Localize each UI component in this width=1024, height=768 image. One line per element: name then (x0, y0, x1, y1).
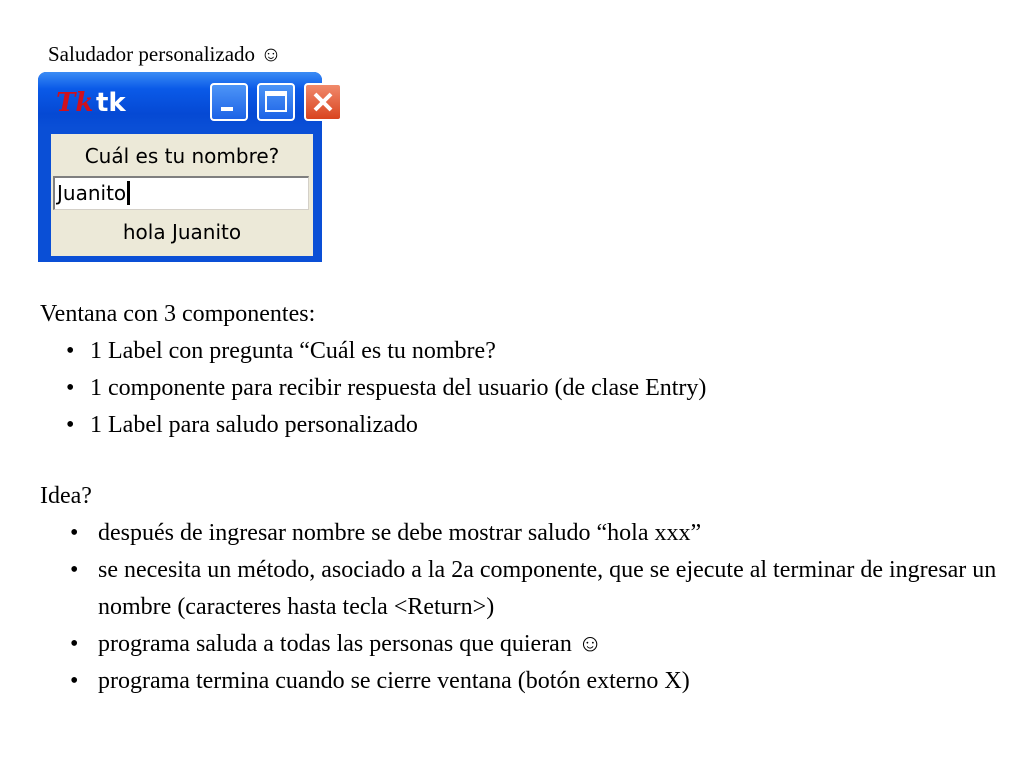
minimize-button[interactable] (210, 83, 248, 121)
greeting-label: hola Juanito (122, 220, 242, 244)
section2-heading: Idea? (40, 483, 92, 509)
name-entry[interactable] (53, 176, 309, 210)
section2-list (40, 515, 1000, 700)
question-label: Cuál es tu nombre? (84, 144, 280, 168)
maximize-icon (259, 85, 293, 119)
title-bar[interactable] (38, 72, 322, 128)
list-item (40, 515, 1000, 552)
close-button[interactable] (304, 83, 342, 121)
text-caret (127, 181, 130, 205)
list-item-text: programa saluda a todas las personas que quieran ☺ (98, 631, 603, 657)
window-client-area (51, 134, 313, 256)
entry-text: Juanito (57, 181, 127, 205)
window-title: tk (96, 88, 126, 118)
list-item-text: se necesita un método, asociado a la 2a componente, que se ejecute al terminar de ingresar un nombre (caracteres hasta tecla <Return>) (98, 557, 997, 620)
tk-window (38, 72, 322, 262)
minimize-icon (212, 85, 246, 119)
maximize-button[interactable] (257, 83, 295, 121)
list-item-text: después de ingresar nombre se debe mostrar saludo “hola xxx” (98, 520, 702, 546)
bullet-icon: • (70, 668, 79, 694)
section1-heading: Ventana con 3 componentes: (40, 301, 316, 327)
bullet-icon: • (66, 412, 75, 438)
list-item (40, 552, 1000, 626)
caption: Saludador personalizado ☺ (48, 42, 282, 66)
list-item (40, 663, 1000, 700)
bullet-icon: • (70, 631, 79, 657)
list-item-text: programa termina cuando se cierre ventana (botón externo X) (98, 668, 690, 694)
bullet-icon: • (66, 375, 75, 401)
close-icon (306, 85, 340, 119)
bullet-icon: • (70, 557, 79, 583)
list-item (40, 626, 1000, 663)
list-item-text: 1 Label con pregunta “Cuál es tu nombre? (90, 338, 496, 364)
bullet-icon: • (70, 520, 79, 546)
list-item (40, 407, 706, 444)
list-item (40, 333, 706, 370)
bullet-icon: • (66, 338, 75, 364)
section1-list (40, 333, 706, 444)
list-item (40, 370, 706, 407)
tk-logo-icon: Tk (56, 88, 94, 118)
list-item-text: 1 Label para saludo personalizado (90, 412, 418, 438)
list-item-text: 1 componente para recibir respuesta del usuario (de clase Entry) (90, 375, 707, 401)
